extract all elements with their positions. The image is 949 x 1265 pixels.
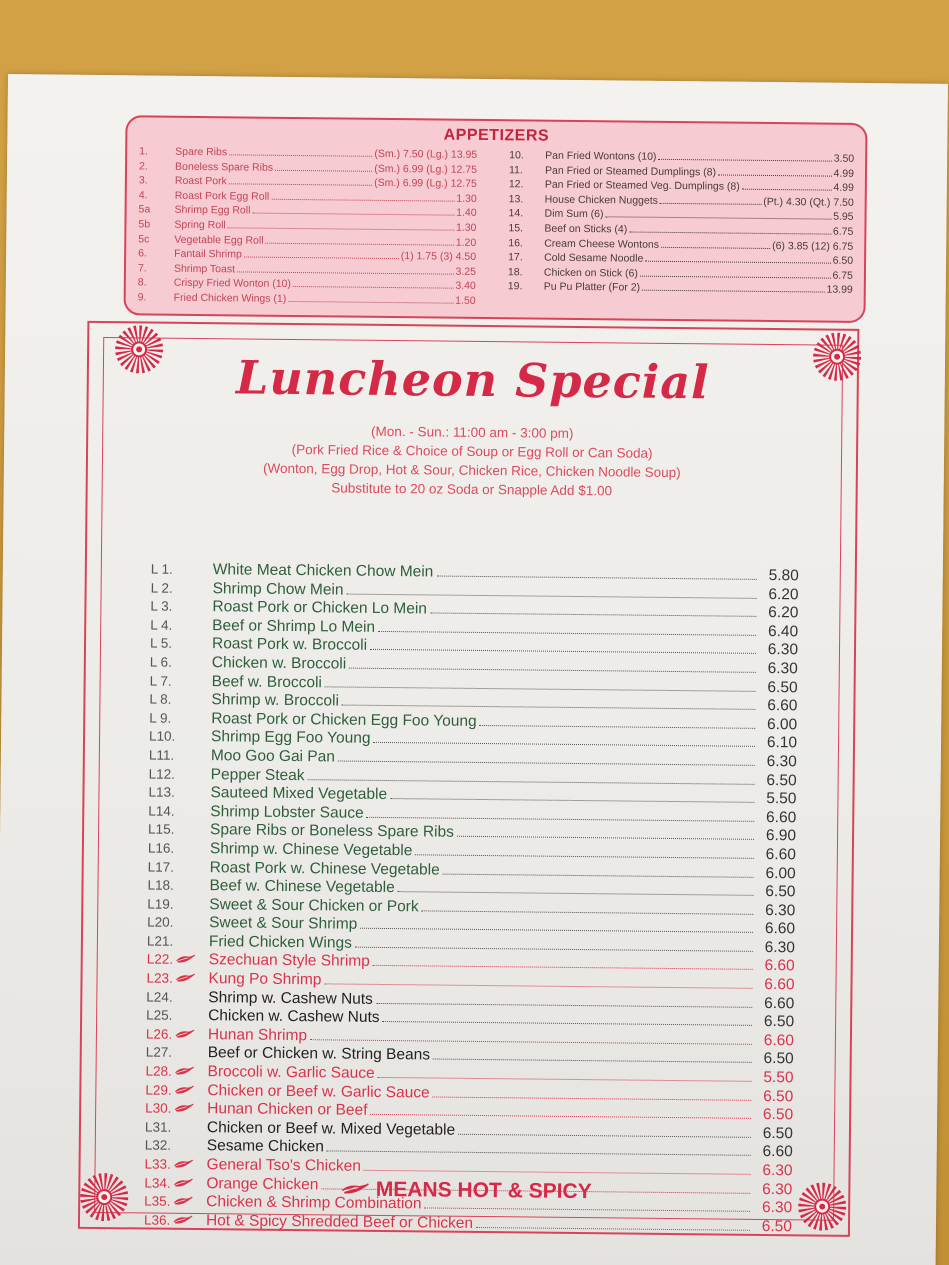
chili-pepper-icon <box>173 1213 193 1228</box>
item-code <box>147 896 209 912</box>
item-code <box>148 785 210 801</box>
dot-leader <box>458 1134 751 1138</box>
appetizer-number: 5a <box>138 203 151 216</box>
item-price: 6.50 <box>763 1087 794 1105</box>
soup-options-text: (Wonton, Egg Drop, Hot & Sour, Chicken Rice, Chicken Noodle Soup) <box>262 460 681 481</box>
appetizer-number: 1. <box>139 145 149 158</box>
item-name: Beef w. Chinese Vegetable <box>209 877 395 897</box>
appetizer-name: House Chicken Nuggets <box>544 193 659 207</box>
item-price: 6.50 <box>762 1106 794 1124</box>
item-price: 6.30 <box>762 1161 793 1180</box>
item-code <box>149 692 211 708</box>
dot-leader <box>476 1227 750 1231</box>
item-price: 6.50 <box>763 1013 795 1031</box>
item-code <box>147 952 209 968</box>
appetizer-number: 12. <box>508 178 524 191</box>
chili-pepper-icon <box>175 1064 195 1079</box>
item-code-text: L 5. <box>149 635 173 652</box>
appetizer-price: 4.99 <box>833 181 854 195</box>
dot-leader <box>370 1114 751 1119</box>
item-price: 6.50 <box>767 678 798 696</box>
chili-pepper-icon <box>340 1178 370 1202</box>
item-name: Sweet & Sour Chicken or Pork <box>209 895 419 916</box>
dot-leader <box>422 910 754 914</box>
item-code <box>146 1008 208 1024</box>
chili-pepper-icon <box>176 952 196 967</box>
dot-leader <box>288 301 453 304</box>
appetizer-number: 8. <box>137 276 147 289</box>
item-price: 6.30 <box>762 1180 793 1198</box>
luncheon-frame <box>78 321 859 1237</box>
item-code <box>144 1212 206 1228</box>
dot-leader <box>308 779 755 785</box>
item-code-text: L12. <box>148 766 176 782</box>
item-code <box>150 673 212 689</box>
appetizer-name: Roast Pork <box>174 174 227 188</box>
dot-leader <box>398 891 754 896</box>
item-code <box>149 729 211 745</box>
item-code <box>151 562 213 578</box>
dot-leader <box>605 217 831 220</box>
appetizers-left-column <box>138 145 478 309</box>
item-code <box>147 915 209 931</box>
dot-leader <box>293 286 453 289</box>
item-name: Shrimp w. Chinese Vegetable <box>209 840 413 860</box>
appetizer-price: (Sm.) 6.99 (Lg.) 12.75 <box>374 162 478 176</box>
item-name: Kung Po Shrimp <box>208 970 322 989</box>
dot-leader <box>327 1151 751 1156</box>
item-price: 6.30 <box>764 938 795 957</box>
item-code <box>146 989 208 1005</box>
sunburst-ornament-icon <box>811 330 864 383</box>
item-name: Spare Ribs or Boneless Spare Ribs <box>210 821 454 842</box>
item-code-text: L 2. <box>150 580 173 596</box>
item-price: 6.60 <box>763 1031 795 1050</box>
item-name: Orange Chicken <box>206 1174 319 1193</box>
item-name: Beef or Chicken w. String Beans <box>207 1044 431 1064</box>
dot-leader <box>629 231 831 234</box>
appetizer-name: Pan Fried or Steamed Veg. Dumplings (8) <box>544 178 740 193</box>
item-code <box>145 1119 207 1135</box>
item-code <box>145 1082 207 1098</box>
item-price: 6.60 <box>765 808 797 827</box>
appetizer-price: 3.40 <box>455 280 476 293</box>
appetizer-name: Beef on Sticks (4) <box>544 222 628 236</box>
appetizer-number: 17. <box>508 251 523 264</box>
appetizer-number: 5c <box>138 232 150 246</box>
item-code-text: L21. <box>146 933 174 949</box>
dot-leader <box>660 203 761 205</box>
item-code-text: L13. <box>148 784 175 800</box>
item-code <box>150 599 212 615</box>
item-code-text: L27. <box>145 1044 173 1061</box>
item-code-text: L29. <box>145 1082 172 1098</box>
item-name: Hunan Shrimp <box>207 1025 308 1045</box>
luncheon-items-list <box>144 561 799 1237</box>
appetizer-name: Dim Sum (6) <box>544 208 604 221</box>
appetizer-name: Pan Fried or Steamed Dumplings (8) <box>544 164 717 179</box>
item-price: 6.00 <box>765 864 796 882</box>
sunburst-ornament-icon <box>78 1171 131 1224</box>
item-price: 6.60 <box>762 1143 793 1161</box>
appetizer-name: Pan Fried Wontons (10) <box>545 149 657 163</box>
item-code <box>145 1138 207 1154</box>
appetizer-number: 16. <box>508 236 523 249</box>
appetizer-price: 6.75 <box>832 269 853 282</box>
item-code-text: L30. <box>145 1100 172 1116</box>
dot-leader <box>661 246 770 248</box>
item-price: 6.30 <box>765 901 796 919</box>
item-price: 6.60 <box>767 697 798 715</box>
item-name: Fried Chicken Wings <box>208 933 353 952</box>
appetizer-name: Chicken on Stick (6) <box>543 266 638 280</box>
appetizer-name: Roast Pork Egg Roll <box>174 189 270 203</box>
item-code-text: L 8. <box>149 691 172 707</box>
item-code-text: L 4. <box>150 617 173 633</box>
dot-leader <box>342 705 756 710</box>
appetizer-price: 1.30 <box>455 221 477 234</box>
item-code-text: L15. <box>148 821 175 838</box>
item-code <box>146 971 208 987</box>
item-code-text: L 1. <box>150 561 173 577</box>
sunburst-ornament-icon <box>113 323 166 376</box>
appetizer-price: 1.20 <box>455 236 477 249</box>
item-price: 5.50 <box>766 790 797 808</box>
appetizer-number: 6. <box>138 247 147 260</box>
item-name: Chicken & Shrimp Combination <box>206 1193 422 1213</box>
appetizer-price: (Sm.) 7.50 (Lg.) 13.95 <box>374 147 478 161</box>
dot-leader <box>275 169 372 171</box>
item-name: Chicken or Beef w. Mixed Vegetable <box>206 1118 456 1139</box>
appetizer-name: Cold Sesame Noodle <box>544 251 644 265</box>
item-code-text: L23. <box>146 970 173 986</box>
appetizer-price: 1.50 <box>455 294 476 307</box>
item-code <box>147 878 209 894</box>
item-name: Chicken or Beef w. Garlic Sauce <box>207 1081 430 1102</box>
item-price: 6.50 <box>766 771 797 789</box>
dot-leader <box>376 1003 752 1008</box>
menu-page <box>0 74 948 1265</box>
item-code-text: L32. <box>144 1137 172 1154</box>
item-price: 6.90 <box>765 827 797 845</box>
dot-leader <box>364 1170 751 1175</box>
appetizer-number: 2. <box>138 159 148 173</box>
item-price: 6.40 <box>767 622 799 641</box>
dot-leader <box>310 1039 752 1045</box>
substitute-text: Substitute to 20 oz Soda or Snapple Add $1.00 <box>331 480 613 499</box>
dot-leader <box>373 965 753 970</box>
dot-leader <box>266 242 454 245</box>
item-code-text: L33. <box>144 1156 171 1172</box>
dot-leader <box>237 271 453 274</box>
item-name: Chicken w. Broccoli <box>211 654 347 673</box>
dot-leader <box>370 649 756 654</box>
appetizer-name: Spring Roll <box>174 218 226 232</box>
item-code-text: L34. <box>144 1175 171 1191</box>
item-code-text: L10. <box>148 728 176 745</box>
dot-leader <box>457 836 754 840</box>
item-price: 6.50 <box>765 883 796 901</box>
item-name: Beef or Shrimp Lo Mein <box>212 616 376 636</box>
item-code-text: L16. <box>147 840 175 856</box>
item-code <box>147 933 209 949</box>
dot-leader <box>378 631 756 636</box>
item-code <box>146 1026 208 1042</box>
item-name: Roast Pork or Chicken Egg Foo Young <box>211 709 477 730</box>
dot-leader <box>642 290 824 293</box>
appetizer-name: Pu Pu Platter (For 2) <box>543 280 641 294</box>
item-code <box>145 1156 207 1172</box>
item-price: 6.00 <box>766 715 798 734</box>
chili-pepper-icon <box>176 971 196 986</box>
appetizers-title: APPETIZERS <box>443 126 550 145</box>
appetizer-number: 15. <box>508 222 524 235</box>
item-code-text: L28. <box>145 1063 172 1079</box>
dot-leader <box>349 668 756 673</box>
appetizer-name: Spare Ribs <box>175 145 228 159</box>
appetizers-box <box>123 115 867 323</box>
appetizer-number: 13. <box>508 193 524 206</box>
dot-leader <box>228 227 454 230</box>
item-name: Hunan Chicken or Beef <box>207 1100 368 1120</box>
appetizer-row <box>138 291 476 309</box>
chili-pepper-icon <box>174 1157 194 1172</box>
dot-leader <box>480 725 756 729</box>
dot-leader <box>347 593 757 598</box>
appetizer-price: (Pt.) 4.30 (Qt.) 7.50 <box>763 195 854 209</box>
item-name: Beef w. Broccoli <box>211 672 323 691</box>
appetizer-row <box>508 281 853 299</box>
appetizer-price: 6.50 <box>832 254 854 268</box>
dot-leader <box>360 928 753 933</box>
dot-leader <box>229 154 372 157</box>
appetizer-number: 18. <box>507 265 523 279</box>
item-price: 6.20 <box>768 604 799 622</box>
dot-leader <box>436 576 756 580</box>
appetizer-number: 3. <box>138 174 148 187</box>
item-price: 5.80 <box>768 566 799 585</box>
item-name: Shrimp Chow Mein <box>212 579 344 599</box>
item-code <box>148 859 210 875</box>
appetizer-number: 19. <box>507 280 523 293</box>
dot-leader <box>425 1208 751 1212</box>
appetizer-price: (6) 3.85 (12) 6.75 <box>772 239 854 253</box>
item-price: 6.60 <box>764 994 795 1012</box>
appetizer-name: Vegetable Egg Roll <box>174 233 264 247</box>
sunburst-ornament-icon <box>796 1180 849 1233</box>
includes-text: (Pork Fried Rice & Choice of Soup or Egg Roll or Can Soda) <box>291 441 653 461</box>
appetizers-right-column <box>508 149 855 299</box>
dot-leader <box>338 760 755 765</box>
chili-pepper-icon <box>174 1101 194 1116</box>
item-code <box>150 636 212 652</box>
item-name: Szechuan Style Shrimp <box>208 951 370 971</box>
appetizer-price: 1.40 <box>456 207 477 220</box>
appetizer-price: 4.99 <box>833 167 855 180</box>
dot-leader <box>252 213 454 216</box>
appetizer-price: (1) 1.75 (3) 4.50 <box>400 250 477 264</box>
appetizer-number: 11. <box>508 163 523 176</box>
appetizer-name: Fantail Shrimp <box>174 247 242 261</box>
item-code-text: L24. <box>146 989 173 1005</box>
item-code <box>149 766 211 782</box>
dot-leader <box>383 1021 753 1026</box>
dot-leader <box>645 261 830 264</box>
item-code <box>150 617 212 633</box>
dot-leader <box>244 257 399 260</box>
item-code <box>149 710 211 726</box>
item-name: Roast Pork w. Broccoli <box>211 635 368 655</box>
item-code <box>149 747 211 763</box>
item-name: Moo Goo Gai Pan <box>210 747 336 766</box>
appetizer-name: Boneless Spare Ribs <box>174 160 274 174</box>
item-price: 6.50 <box>761 1217 793 1236</box>
item-code-text: L20. <box>147 914 174 931</box>
dot-leader <box>433 1059 752 1063</box>
item-code-text: L22. <box>146 951 174 968</box>
item-code <box>150 654 212 670</box>
item-code <box>148 803 210 819</box>
hours-text: (Mon. - Sun.: 11:00 am - 3:00 pm) <box>371 423 574 441</box>
item-code-text: L17. <box>147 859 175 875</box>
item-code-text: L31. <box>144 1119 172 1135</box>
dot-leader <box>443 873 754 877</box>
appetizer-price: 3.25 <box>455 265 477 278</box>
item-name: Roast Pork w. Chinese Vegetable <box>209 858 440 879</box>
item-name: Shrimp w. Cashew Nuts <box>208 988 373 1008</box>
item-code-text: L14. <box>148 803 175 819</box>
dot-leader <box>271 199 454 202</box>
item-name: Shrimp Egg Foo Young <box>210 728 371 748</box>
item-price: 5.50 <box>763 1068 794 1087</box>
item-code <box>148 840 210 856</box>
appetizer-number: 7. <box>137 262 147 275</box>
item-code-text: L 6. <box>149 654 172 670</box>
luncheon-title: Luncheon Special <box>235 350 710 410</box>
item-price: 6.50 <box>763 1050 794 1068</box>
item-code <box>145 1101 207 1117</box>
item-price: 6.60 <box>764 976 795 994</box>
dot-leader <box>229 184 372 187</box>
appetizer-name: Fried Chicken Wings (1) <box>173 291 287 305</box>
chili-pepper-icon <box>175 1027 195 1042</box>
dot-leader <box>355 947 753 952</box>
appetizer-number: 9. <box>137 291 147 304</box>
item-price: 6.30 <box>767 641 799 659</box>
item-code-text: L 9. <box>149 710 172 726</box>
dot-leader <box>433 1096 752 1100</box>
appetizer-name: Shrimp Egg Roll <box>174 204 251 217</box>
dot-leader <box>415 854 754 859</box>
item-code-text: L26. <box>145 1026 173 1042</box>
item-code <box>145 1064 207 1080</box>
appetizer-number: 10. <box>509 149 524 162</box>
chili-pepper-icon <box>175 1082 195 1097</box>
item-price: 6.60 <box>765 845 796 864</box>
appetizer-number: 4. <box>138 189 148 202</box>
item-code-text: L35. <box>144 1193 171 1209</box>
dot-leader <box>324 983 752 988</box>
appetizer-name: Cream Cheese Wontons <box>544 237 660 251</box>
item-name: General Tso's Chicken <box>206 1156 361 1175</box>
item-price: 6.30 <box>767 659 798 678</box>
appetizer-number: 14. <box>508 207 524 220</box>
item-code-text: L 7. <box>149 673 172 689</box>
item-name: Chicken w. Cashew Nuts <box>208 1007 380 1027</box>
appetizer-price: 5.95 <box>833 211 854 224</box>
item-code-text: L36. <box>143 1212 171 1228</box>
appetizer-name: Crispy Fried Wonton (10) <box>173 277 291 291</box>
item-name: Sauteed Mixed Vegetable <box>210 784 388 804</box>
appetizer-price: 6.75 <box>832 225 854 238</box>
appetizer-number: 5b <box>138 218 151 231</box>
item-name: Sesame Chicken <box>206 1137 325 1156</box>
appetizer-price: 3.50 <box>833 152 855 165</box>
dot-leader <box>640 275 831 278</box>
item-price: 6.30 <box>766 752 797 771</box>
appetizer-price: 1.30 <box>456 192 477 205</box>
dot-leader <box>742 189 832 191</box>
item-price: 6.10 <box>766 734 798 752</box>
item-name: Shrimp Lobster Sauce <box>210 802 364 822</box>
dot-leader <box>658 159 831 162</box>
dot-leader <box>430 613 756 617</box>
item-code-text: L25. <box>146 1007 173 1024</box>
item-price: 6.60 <box>764 957 795 975</box>
item-code-text: L 3. <box>150 598 173 614</box>
item-name: Roast Pork or Chicken Lo Mein <box>212 598 428 618</box>
item-name: Sweet & Sour Shrimp <box>209 914 358 933</box>
item-code <box>151 580 213 596</box>
appetizer-name: Shrimp Toast <box>173 262 236 276</box>
item-name: Broccoli w. Garlic Sauce <box>207 1063 375 1082</box>
dot-leader <box>373 742 755 747</box>
item-price: 6.20 <box>768 585 799 603</box>
item-name: White Meat Chicken Chow Mein <box>212 561 434 581</box>
dot-leader <box>325 686 756 692</box>
item-code-text: L11. <box>148 747 175 763</box>
item-name: Shrimp w. Broccoli <box>211 691 340 710</box>
dot-leader <box>378 1077 752 1082</box>
item-code <box>148 822 210 838</box>
item-price: 6.30 <box>761 1199 793 1217</box>
appetizer-price: 13.99 <box>826 283 853 297</box>
item-name: Hot & Spicy Shredded Beef or Chicken <box>205 1211 474 1232</box>
item-code-text: L18. <box>147 877 174 893</box>
item-price: 6.50 <box>762 1124 794 1143</box>
dot-leader <box>390 798 754 803</box>
legend-text: MEANS HOT & SPICY <box>375 1177 592 1204</box>
dot-leader <box>718 174 832 176</box>
item-code-text: L19. <box>147 896 174 912</box>
item-price: 6.60 <box>764 920 796 938</box>
appetizer-price: (Sm.) 6.99 (Lg.) 12.75 <box>374 177 477 191</box>
item-code <box>146 1045 208 1061</box>
item-name: Pepper Steak <box>210 765 305 784</box>
dot-leader <box>367 817 755 822</box>
